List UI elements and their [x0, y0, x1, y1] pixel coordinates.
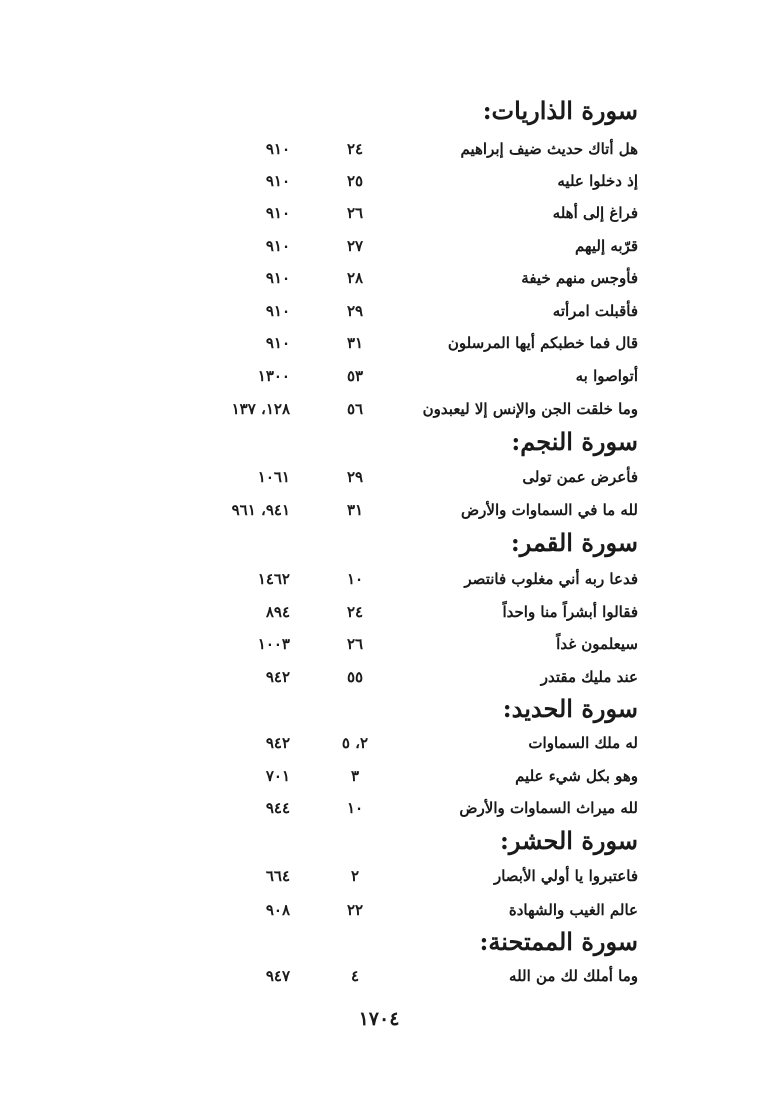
- index-entry-row: [0, 296, 758, 326]
- verse-number: ٢٤: [346, 603, 364, 621]
- page-references: ٩١٠: [265, 237, 290, 255]
- verse-number: ١٠: [346, 570, 364, 588]
- surah-heading: سورة الحديد:: [502, 694, 638, 723]
- verse-phrase: قرّبه إليهم: [574, 237, 638, 255]
- verse-number: ٢٩: [346, 302, 364, 320]
- surah-heading: سورة الذاريات:: [482, 96, 638, 125]
- surah-heading: سورة الممتحنة:: [479, 927, 638, 956]
- verse-number: ٢٢: [346, 901, 364, 919]
- surah-heading-row: [0, 96, 758, 126]
- index-entry-row: [0, 263, 758, 293]
- verse-phrase: وما أملك لك من الله: [509, 967, 638, 985]
- page-references: ٩٤٢: [265, 734, 290, 752]
- index-entry-row: [0, 231, 758, 261]
- verse-phrase: عند مليك مقتدر: [540, 668, 638, 686]
- verse-number: ٢٦: [346, 204, 364, 222]
- index-entry-row: [0, 134, 758, 164]
- page-references: ١٠٦١: [257, 468, 290, 486]
- page-references: ١٤٦٢: [257, 570, 290, 588]
- verse-number: ٥٥: [346, 668, 364, 686]
- surah-heading-row: [0, 528, 758, 558]
- page-references: ١٠٠٣: [257, 635, 290, 653]
- verse-phrase: لله ما في السماوات والأرض: [461, 501, 638, 519]
- verse-number: ٣١: [346, 501, 364, 519]
- verse-phrase: لله ميراث السماوات والأرض: [459, 799, 638, 817]
- verse-phrase: فأوجس منهم خيفة: [521, 269, 638, 287]
- verse-number: ٣١: [346, 334, 364, 352]
- verse-phrase: له ملك السماوات: [528, 734, 638, 752]
- index-entry-row: [0, 793, 758, 823]
- index-entry-row: [0, 597, 758, 627]
- page-references: ٩٤٢: [265, 668, 290, 686]
- surah-heading: سورة القمر:: [510, 528, 638, 557]
- index-entry-row: [0, 198, 758, 228]
- page-references: ٩١٠: [265, 302, 290, 320]
- page-references: ٩١٠: [265, 204, 290, 222]
- verse-number: ٥٣: [346, 367, 364, 385]
- page-references: ٩١٠: [265, 269, 290, 287]
- verse-phrase: وما خلقت الجن والإنس إلا ليعبدون: [422, 400, 638, 418]
- surah-heading-row: [0, 427, 758, 457]
- index-entry-row: [0, 728, 758, 758]
- index-entry-row: [0, 761, 758, 791]
- index-entry-row: [0, 961, 758, 991]
- page-references: ٦٦٤: [265, 867, 290, 885]
- surah-heading-row: [0, 927, 758, 957]
- verse-number: ٥٦: [346, 400, 364, 418]
- page-references: ١٢٨، ١٣٧: [231, 400, 290, 418]
- verse-phrase: فأعرض عمن تولى: [522, 468, 638, 486]
- index-entry-row: [0, 394, 758, 424]
- page-references: ٧٠١: [265, 767, 290, 785]
- index-entry-row: [0, 328, 758, 358]
- verse-number: ٢٦: [346, 635, 364, 653]
- verse-number: ٣: [350, 767, 360, 785]
- verse-phrase: فراغ إلى أهله: [552, 204, 638, 222]
- verse-phrase: فأقبلت امرأته: [552, 302, 638, 320]
- index-entry-row: [0, 361, 758, 391]
- page-references: ٨٩٤: [265, 603, 290, 621]
- verse-number: ٢٨: [346, 269, 364, 287]
- page-references: ٩٤١، ٩٦١: [231, 501, 290, 519]
- verse-number: ٤: [350, 967, 360, 985]
- page-references: ٩١٠: [265, 172, 290, 190]
- verse-phrase: وهو بكل شيء عليم: [515, 767, 638, 785]
- index-entry-row: [0, 861, 758, 891]
- verse-number: ٢٤: [346, 140, 364, 158]
- verse-number: ٢، ٥: [341, 734, 369, 752]
- index-entry-row: [0, 564, 758, 594]
- verse-number: ٢٧: [346, 237, 364, 255]
- verse-phrase: سيعلمون غداً: [556, 635, 638, 653]
- page-references: ٩١٠: [265, 334, 290, 352]
- verse-phrase: أتواصوا به: [575, 367, 638, 385]
- page-references: ٩٤٧: [265, 967, 290, 985]
- verse-phrase: فقالوا أبشراً منا واحداً: [502, 603, 638, 621]
- surah-heading: سورة النجم:: [511, 427, 638, 456]
- verse-phrase: عالم الغيب والشهادة: [508, 901, 638, 919]
- page-number: ١٧٠٤: [358, 1008, 400, 1030]
- surah-heading: سورة الحشر:: [499, 826, 638, 855]
- index-entry-row: [0, 895, 758, 925]
- verse-phrase: إذ دخلوا عليه: [557, 172, 638, 190]
- surah-heading-row: [0, 826, 758, 856]
- index-entry-row: [0, 629, 758, 659]
- verse-phrase: فدعا ربه أني مغلوب فانتصر: [464, 570, 638, 588]
- index-entry-row: [0, 495, 758, 525]
- verse-phrase: فاعتبروا يا أولي الأبصار: [493, 867, 638, 885]
- index-entry-row: [0, 662, 758, 692]
- verse-number: ٢٩: [346, 468, 364, 486]
- index-entry-row: [0, 462, 758, 492]
- verse-number: ١٠: [346, 799, 364, 817]
- page-references: ٩١٠: [265, 140, 290, 158]
- page-references: ٩٠٨: [265, 901, 290, 919]
- verse-number: ٢: [350, 867, 360, 885]
- verse-phrase: قال فما خطبكم أيها المرسلون: [447, 334, 638, 352]
- page-references: ٩٤٤: [265, 799, 290, 817]
- verse-phrase: هل أتاك حديث ضيف إبراهيم: [460, 140, 638, 158]
- verse-number: ٢٥: [346, 172, 364, 190]
- surah-heading-row: [0, 694, 758, 724]
- index-entry-row: [0, 166, 758, 196]
- page-references: ١٣٠٠: [257, 367, 290, 385]
